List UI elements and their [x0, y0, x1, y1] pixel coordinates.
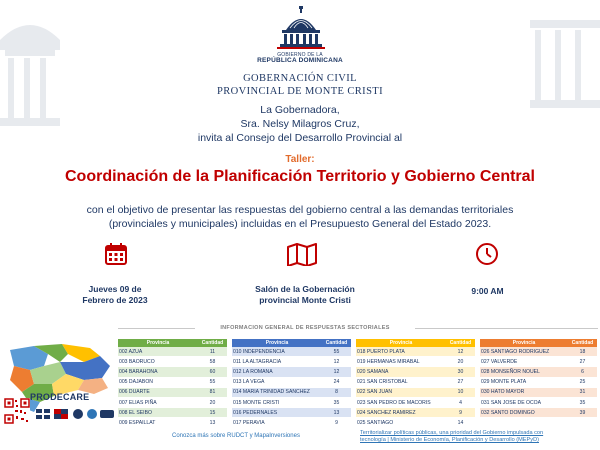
- province-cell: 004 BARAHONA: [118, 367, 198, 377]
- gov-small-line2: REPÚBLICA DOMINICANA: [257, 57, 343, 64]
- table-row: [118, 347, 227, 357]
- taller-label: Taller:: [285, 154, 315, 165]
- table-row: [356, 397, 475, 407]
- count-cell: 55: [198, 377, 227, 387]
- count-cell: 9: [322, 418, 351, 428]
- date-line1: Jueves 09 de: [88, 284, 142, 294]
- province-cell: 023 SAN PEDRO DE MACORIS: [356, 397, 446, 407]
- header-count: Cantidad: [322, 339, 351, 347]
- province-cell: 003 BAORUCO: [118, 357, 198, 367]
- province-cell: 013 LA VEGA: [232, 377, 322, 387]
- count-cell: 15: [198, 408, 227, 418]
- province-cell: 016 PEDERNALES: [232, 408, 322, 418]
- building-sketch-right: [510, 0, 600, 130]
- table-row: [480, 377, 597, 387]
- government-crest-icon: [272, 6, 330, 50]
- province-cell: 005 DAJABON: [118, 377, 198, 387]
- count-cell: 4: [446, 397, 475, 407]
- government-wordmark: [250, 52, 350, 64]
- table-row: [356, 357, 475, 367]
- event-date: [50, 284, 180, 306]
- invite-text: [120, 103, 480, 145]
- province-cell: 030 HATO MAYOR: [480, 387, 568, 397]
- count-cell: 31: [568, 387, 597, 397]
- count-cell: 24: [322, 377, 351, 387]
- header-count: Cantidad: [568, 339, 597, 347]
- table-row: [356, 367, 475, 377]
- header-province: Provincia: [232, 339, 322, 347]
- table-row: [232, 357, 351, 367]
- province-cell: 018 PUERTO PLATA: [356, 347, 446, 357]
- province-cell: 032 SANTO DOMINGO: [480, 408, 568, 418]
- count-cell: 30: [446, 367, 475, 377]
- date-line2: Febrero de 2023: [82, 295, 148, 305]
- province-cell: 008 EL SEIBO: [118, 408, 198, 418]
- table-row: [118, 397, 227, 407]
- clock-icon: [475, 242, 499, 266]
- province-cell: 010 INDEPENDENCIA: [232, 347, 322, 357]
- table-row: [232, 418, 351, 428]
- count-cell: 6: [568, 367, 597, 377]
- table-row: [480, 418, 597, 428]
- count-cell: 55: [322, 347, 351, 357]
- table-row: [480, 408, 597, 418]
- header-province: Provincia: [356, 339, 446, 347]
- province-cell: [480, 418, 568, 428]
- province-cell: 031 SAN JOSE DE OCOA: [480, 397, 568, 407]
- count-cell: 60: [198, 367, 227, 377]
- table-row: [480, 367, 597, 377]
- header-title-line2: PROVINCIAL DE MONTE CRISTI: [216, 86, 384, 97]
- header-province: Provincia: [118, 339, 198, 347]
- gov-small-line1: GOBIERNO DE LA: [277, 52, 323, 58]
- province-cell: 002 AZUA: [118, 347, 198, 357]
- count-cell: 25: [568, 377, 597, 387]
- province-cell: 012 LA ROMANA: [232, 367, 322, 377]
- responses-table: [118, 339, 597, 430]
- table-row: [232, 347, 351, 357]
- section-title: INFORMACION GENERAL DE RESPUESTAS SECTORIALES: [195, 325, 415, 331]
- table-row: [232, 377, 351, 387]
- count-cell: [568, 418, 597, 428]
- count-cell: 13: [322, 408, 351, 418]
- map-icon: [286, 242, 318, 266]
- header-count: Cantidad: [198, 339, 227, 347]
- province-cell: 009 ESPAILLAT: [118, 418, 198, 428]
- table-row: [232, 367, 351, 377]
- partner-logos: [34, 405, 116, 423]
- table-row: [480, 347, 597, 357]
- header-title-line1: GOBERNACIÓN CIVIL: [243, 73, 357, 84]
- place-line1: Salón de la Gobernación: [255, 284, 355, 294]
- province-cell: 020 SAMANA: [356, 367, 446, 377]
- province-cell: 015 MONTE CRISTI: [232, 397, 322, 407]
- invite-line1: La Gobernadora,: [260, 104, 340, 116]
- table-row: [118, 357, 227, 367]
- count-cell: 39: [568, 408, 597, 418]
- event-place: [230, 284, 380, 306]
- count-cell: 11: [198, 347, 227, 357]
- count-cell: 10: [446, 387, 475, 397]
- count-cell: 12: [322, 367, 351, 377]
- table-row: [480, 357, 597, 367]
- table-row: [480, 397, 597, 407]
- calendar-icon: [104, 242, 128, 266]
- table-row: [118, 408, 227, 418]
- count-cell: 58: [198, 357, 227, 367]
- count-cell: 20: [446, 357, 475, 367]
- count-cell: 14: [446, 418, 475, 428]
- table-row: [356, 418, 475, 428]
- table-row: [118, 377, 227, 387]
- footer-right-link[interactable]: [360, 430, 598, 444]
- province-cell: 025 SANTIAGO: [356, 418, 446, 428]
- table-group-4: [480, 339, 597, 429]
- qr-code-icon: [4, 398, 30, 424]
- province-cell: 019 HERMANAS MIRABAL: [356, 357, 446, 367]
- table-row: [118, 387, 227, 397]
- table-row: [232, 408, 351, 418]
- table-group-3: [356, 339, 475, 429]
- table-row: [232, 397, 351, 407]
- header-province: Provincia: [480, 339, 568, 347]
- province-cell: 022 SAN JUAN: [356, 387, 446, 397]
- footer-right-line2[interactable]: tecnología | Ministerio de Economía, Planificación y Desarrollo (MEPyD): [360, 437, 539, 443]
- event-title: Coordinación de la Planificación Territorio y Gobierno Central: [65, 168, 535, 185]
- table-row: [356, 408, 475, 418]
- count-cell: 20: [198, 397, 227, 407]
- count-cell: 9: [446, 408, 475, 418]
- table-row: [356, 377, 475, 387]
- table-group-2: [232, 339, 351, 429]
- province-cell: 028 MONSEÑOR NOUEL: [480, 367, 568, 377]
- event-purpose: [30, 203, 570, 231]
- province-cell: 029 MONTE PLATA: [480, 377, 568, 387]
- count-cell: 81: [198, 387, 227, 397]
- table-row: [118, 367, 227, 377]
- place-line2: provincial Monte Cristi: [259, 295, 351, 305]
- count-cell: 8: [322, 387, 351, 397]
- count-cell: 35: [568, 397, 597, 407]
- province-cell: 006 DUARTE: [118, 387, 198, 397]
- header-count: Cantidad: [446, 339, 475, 347]
- purpose-line1: con el objetivo de presentar las respuestas del gobierno central a las demandas territoriales: [86, 204, 514, 216]
- province-cell: 026 SANTIAGO RODRIGUEZ: [480, 347, 568, 357]
- table-row: [356, 347, 475, 357]
- footer-left-link[interactable]: Conozca más sobre RUDCT y MapaInversiones: [172, 433, 300, 439]
- province-cell: 024 SANCHEZ RAMIREZ: [356, 408, 446, 418]
- count-cell: 27: [568, 357, 597, 367]
- purpose-line2: (provinciales y municipales) incluidas en el Presupuesto General del Estado 2023.: [108, 218, 492, 230]
- building-sketch-left: [0, 0, 80, 150]
- count-cell: 35: [322, 397, 351, 407]
- province-cell: 027 VALVERDE: [480, 357, 568, 367]
- table-row: [480, 387, 597, 397]
- province-cell: 014 MARIA TRINIDAD SANCHEZ: [232, 387, 322, 397]
- table-group-1: [118, 339, 227, 429]
- count-cell: 27: [446, 377, 475, 387]
- count-cell: 12: [322, 357, 351, 367]
- header-title: [150, 72, 450, 98]
- invite-line3: invita al Consejo del Desarrollo Provincial al: [197, 132, 403, 144]
- table-row: [356, 387, 475, 397]
- invite-line2: Sra. Nelsy Milagros Cruz,: [240, 118, 360, 130]
- table-row: [232, 387, 351, 397]
- count-cell: 13: [198, 418, 227, 428]
- province-cell: 011 LA ALTAGRACIA: [232, 357, 322, 367]
- event-time: 9:00 AM: [471, 286, 504, 296]
- count-cell: 12: [446, 347, 475, 357]
- province-cell: 017 PERAVIA: [232, 418, 322, 428]
- province-cell: 007 ELIAS PIÑA: [118, 397, 198, 407]
- province-cell: 021 SAN CRISTOBAL: [356, 377, 446, 387]
- count-cell: 18: [568, 347, 597, 357]
- table-row: [118, 418, 227, 428]
- footer-right-line1[interactable]: Territorializar políticas públicas, una prioridad del Gobierno impulsada con: [360, 430, 544, 436]
- prodecare-logo: PRODECARE: [30, 392, 90, 402]
